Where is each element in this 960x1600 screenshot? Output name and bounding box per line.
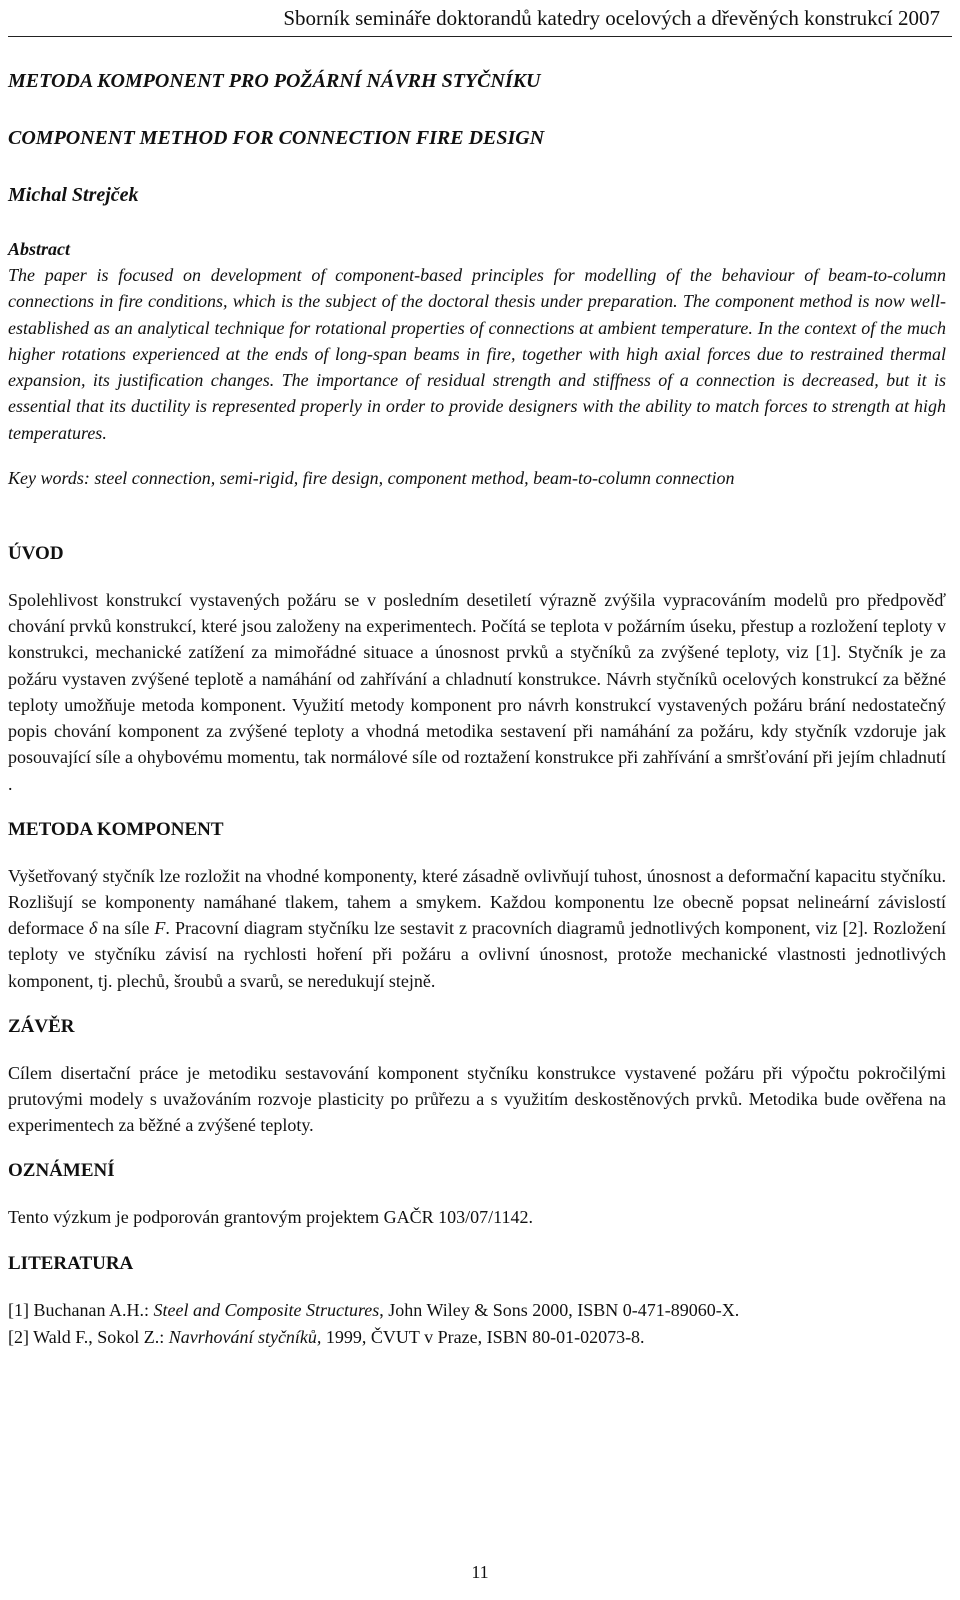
header-divider	[8, 36, 952, 37]
paper-title-english: COMPONENT METHOD FOR CONNECTION FIRE DESIGN	[8, 127, 545, 149]
page-number: 11	[471, 1562, 489, 1582]
section-heading-uvod: ÚVOD	[8, 543, 64, 565]
metoda-text-part-c: . Pracovní diagram styčníku lze sestavit z pracovních diagramů jednotlivých komponent, viz [2]. Rozložení teploty ve styčníku závisí na rychlosti hoření při požáru a ovlivní únosnost, protože mechanické vlastnosti jednotlivých komponent, tj. plechů, šroubů a svarů, se neredukují stejně.	[8, 918, 947, 991]
section-heading-literatura: LITERATURA	[8, 1252, 134, 1274]
reference-title: Steel and Composite Structures	[153, 1299, 380, 1320]
paper-content	[8, 70, 946, 1351]
section-heading-metoda: METODA KOMPONENT	[8, 818, 224, 840]
force-symbol: F	[154, 918, 166, 939]
section-text-metoda	[8, 863, 946, 994]
metoda-text-part-a: Vyšetřovaný styčník lze rozložit na vhodné komponenty, které zásadně ovlivňují tuhost, únosnost a deformační kapacitu styčníku. Rozlišují se komponenty namáhané tlakem, tahem a smykem. Každou komponentu lze obecně popsat nelineární závislostí deformace	[8, 865, 946, 939]
reference-authors: [1] Buchanan A.H.:	[8, 1299, 154, 1320]
reference-item	[8, 1297, 946, 1324]
abstract-text: The paper is focused on development of component-based principles for modelling of the behaviour of beam-to-column connections in fire conditions, which is the subject of the doctoral thesis under preparation. The component method is now well-established as an analytical technique for rotational properties of connections at ambient temperature. In the context of the much higher rotations experienced at the ends of long-span beams in fire, together with high axial forces due to restrained thermal expansion, its justification changes. The importance of residual strength and stiffness of a connection is decreased, but it is essential that its ductility is represented properly in order to provide designers with the ability to match forces to strength at high temperatures.	[8, 265, 946, 443]
running-header: Sborník semináře doktorandů katedry ocelových a dřevěných konstrukcí 2007	[283, 6, 940, 30]
metoda-text-part-b: na síle	[97, 918, 155, 939]
paper-title-czech: METODA KOMPONENT PRO POŽÁRNÍ NÁVRH STYČNÍKU	[8, 70, 541, 92]
section-heading-oznameni: OZNÁMENÍ	[8, 1160, 115, 1182]
section-text-uvod: Spolehlivost konstrukcí vystavených požáru se v posledním desetiletí výrazně zvýšila vypracováním modelů pro předpověď chování prvků konstrukcí, které jsou založeny na experimentech. Počítá se teplota v požárním úseku, přestup a rozložení teploty v konstrukci, mechanické zatížení za mimořádné situace a únosnost prvků a styčníků za zvýšené teploty, viz [1]. Styčník je za požáru vystaven zvýšené teplotě a namáhání od zahřívání a chladnutí konstrukce. Návrh styčníků ocelových konstrukcí za běžné teploty umožňuje metoda komponent. Využití metody komponent pro návrh konstrukcí vystavených požáru brání nedostatečný popis chování komponent za zvýšené teploty a vhodná metodika sestavení při namáhání za požáru, kdy styčník vzdoruje jak posouvající síle a ohybovému momentu, tak normálové síle od roztažení konstrukce při zahřívání a smršťování při jejím chladnutí .	[8, 590, 946, 794]
abstract-heading: Abstract	[8, 239, 71, 259]
keywords: Key words: steel connection, semi-rigid, fire design, component method, beam-to-column connection	[8, 468, 735, 489]
reference-item	[8, 1324, 946, 1351]
section-heading-zaver: ZÁVĚR	[8, 1015, 75, 1037]
section-text-zaver: Cílem disertační práce je metodiku sestavování komponent styčníku konstrukce vystavené požáru při výpočtu pokročilými prutovými modely s uvažováním rozvoje plasticity po průřezu a s využitím deskostěnových prvků. Metodika bude ověřena na experimentech za běžné a zvýšené teploty.	[8, 1062, 946, 1136]
reference-details: 1999, ČVUT v Praze, ISBN 80-01-02073-8.	[321, 1326, 645, 1347]
reference-details: , John Wiley & Sons 2000, ISBN 0-471-89060-X.	[379, 1299, 740, 1320]
section-text-oznameni: Tento výzkum je podporován grantovým projektem GAČR 103/07/1142.	[8, 1207, 533, 1228]
author-name: Michal Strejček	[8, 184, 139, 206]
reference-list	[8, 1297, 946, 1351]
reference-title: Navrhování styčníků,	[168, 1326, 322, 1347]
delta-symbol: δ	[88, 918, 98, 939]
reference-authors: [2] Wald F., Sokol Z.:	[8, 1326, 169, 1347]
